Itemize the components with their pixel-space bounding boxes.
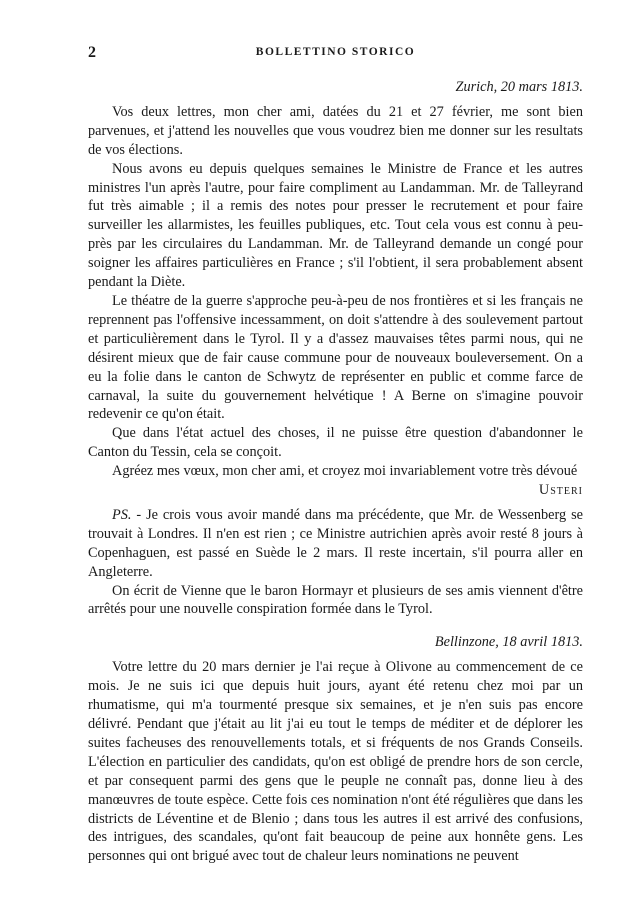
letter2-paragraph: Votre lettre du 20 mars dernier je l'ai reçue à Olivone au commencement de ce mois. Je ne suis ici que depuis huit jours, ayant été retenu chez moi par un rhumatisme, qui m'a tourmenté presque six semaines, et je n'en suis pas encore délivré. Pendant que j'était au lit j'ai eu tout le temps de méditer et de déplorer les suites facheuses des renouvellements totals, et si fréquents de nos Grands Conseils. L'élection en particulier des candidats, qu'on est obligé de prendre hors de son cercle, et par consequent parmi des gens que le peuple ne connaît pas, donne lieu à des manœuvres de toute espèce. Cette fois ces nomination n'ont été régulières que dans les districts de Léventine et de Blenio ; dans tous les autres il est arrivé des confusions, des intrigues, des scandales, qu'ont fait beaucoup de peine aux honnête gens. Les personnes qui ont brigué avec tout de chaleur leurs nominations ne peuvent <box>88 659 583 865</box>
signature: Usteri <box>538 482 583 499</box>
running-title: BOLLETTINO STORICO <box>255 46 416 58</box>
body-text <box>88 78 583 866</box>
postscript-paragraph: On écrit de Vienne que le baron Hormayr et plusieurs de ses amis viennent d'être arrêtés pour une nouvelle conspiration formée dans le Tyrol. <box>88 582 583 618</box>
ps-label: PS. <box>112 506 132 523</box>
letter2-dateline: Bellinzone, 18 avril 1813. <box>434 634 583 651</box>
letter1-paragraph: Vos deux lettres, mon cher ami, datées du 21 et 27 février, me sont bien parvenues, et j'attend les nouvelles que vous voudrez bien me donner sur les resultats de vos élections. <box>88 103 583 158</box>
letter1-paragraph: Agréez mes vœux, mon cher ami, et croyez moi invariablement votre très dévoué <box>112 463 578 480</box>
letter1-paragraph: Le théatre de la guerre s'approche peu-à-peu de nos frontières et si les français ne reprennent pas l'offensive incessamment, on doit s'attendre à des soulevement partout et particulièrement dans le Tyrol. Il y a d'assez mauvaises têtes parmi nous, qui ne désirent mieux que de fair cause commune pour de nouveaux bouleversement. On a eu la folie dans le canton de Schwytz de représenter en public et comme farce de carnaval, la suite du gouvernement helvétique ! A Berne on s'imagine pouvoir redevenir ce qu'on était. <box>88 292 583 423</box>
letter1-dateline: Zurich, 20 mars 1813. <box>455 79 583 95</box>
ps-text: - Je crois vous avoir mandé dans ma précédente, que Mr. de Wessenberg se trouvait à Londres. Il n'en est rien ; ce Ministre autrichien après avoir resté 8 jours à Copenhaguen, est passé en Suède le 2 mars. Il reste incertain, s'il pourra aller en Angleterre. <box>88 506 583 580</box>
letter1-paragraph: Nous avons eu depuis quelques semaines le Ministre de France et les autres ministres l'un après l'autre, pour faire compliment au Landamman. Mr. de Talleyrand fut très aimable ; il a remis des notes pour presser le recrutement et pour faire surveiller les allarmistes, les feuilles publiques, etc. Tout cela vous est connu à peu-près par les circulaires du Landamman. Mr. de Talleyrand demande un congé pour soigner les affaires particulières en France ; s'il l'obtient, il sera probablement absent pendant la Diète. <box>88 160 583 291</box>
letter1-paragraph: Que dans l'état actuel des choses, il ne puisse être question d'abandonner le Canton du Tessin, cela se conçoit. <box>88 425 583 461</box>
page-number: 2 <box>88 44 96 61</box>
postscript <box>88 506 583 582</box>
page-header <box>88 44 583 62</box>
